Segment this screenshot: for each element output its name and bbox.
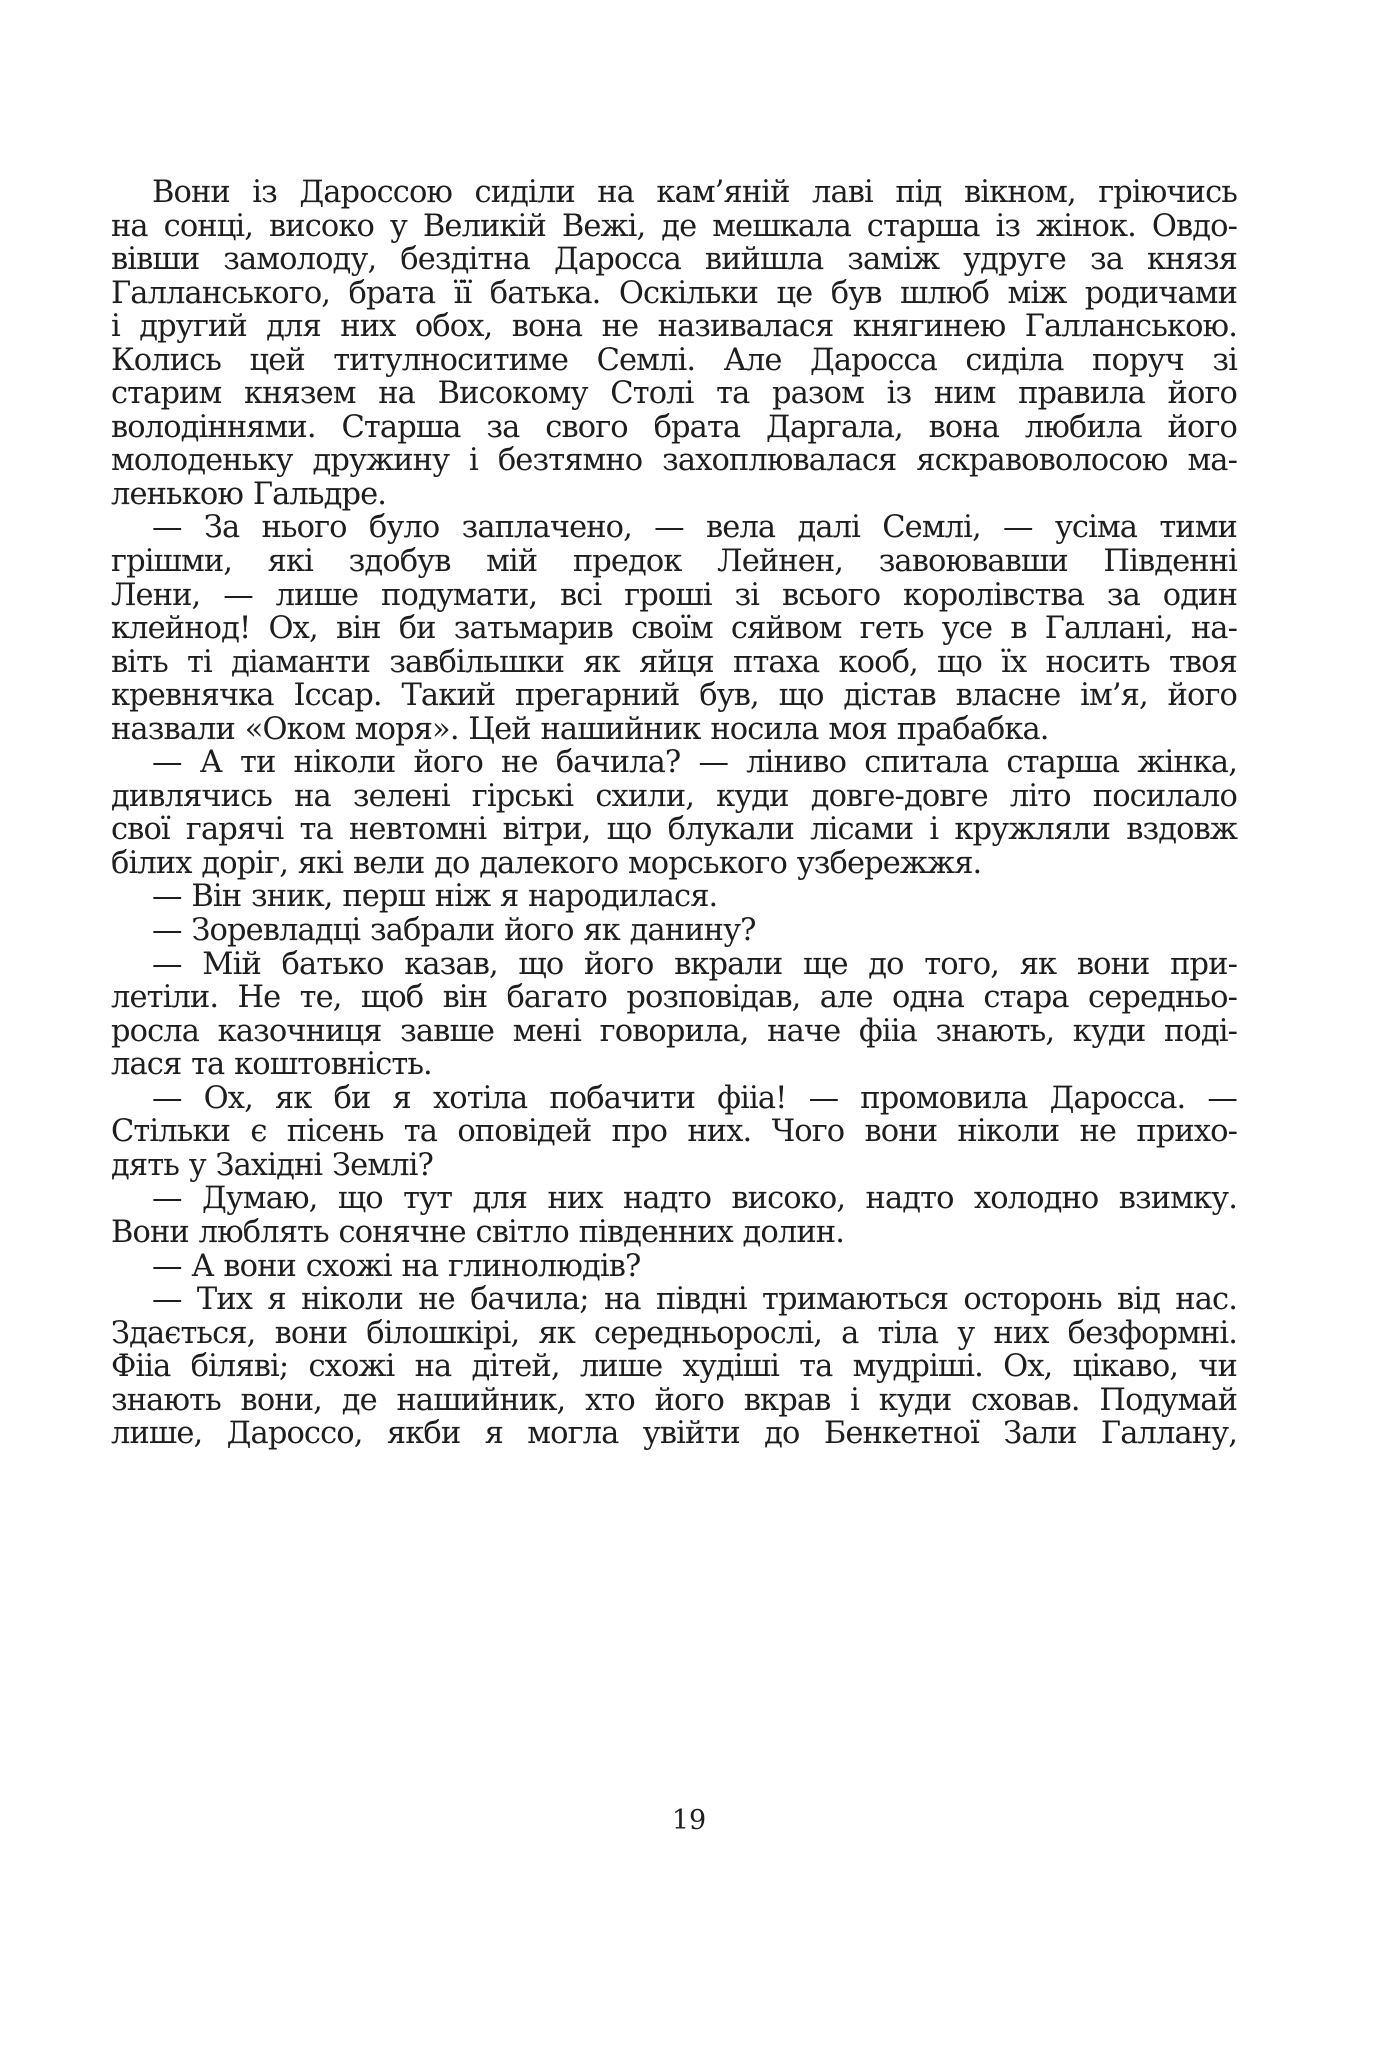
text-line: — За нього було заплачено, — вела далі Семлі, — усіма тими <box>152 510 1237 546</box>
paragraph <box>111 1283 1237 1451</box>
text-line: і другий для них обох, вона не називалася княгинею Галланською. <box>111 309 1237 345</box>
paragraph <box>111 746 1237 880</box>
paragraph <box>111 880 1237 914</box>
text-line: росла казочниця завше мені говорила, наче фііа знають, куди поді- <box>111 1013 1237 1049</box>
text-line: молоденьку дружину і безтямно захоплювалася яскравоволосою ма- <box>111 443 1237 479</box>
text-line: лише, Даросcо, якби я могла увійти до Бенкетної Зали Галлану, <box>111 1416 1237 1452</box>
text-line: Здається, вони білошкірі, як середньорослі, а тіла у них безформні. <box>111 1315 1237 1351</box>
paragraph <box>111 511 1237 746</box>
text-line: дять у Західні Землі? <box>111 1147 433 1183</box>
text-line: ленькою Гальдре. <box>111 476 387 512</box>
paragraph <box>111 176 1237 511</box>
text-line: — Мій батько казав, що його вкрали ще до того, як вони при- <box>152 946 1237 982</box>
text-line: кревнячка Іссар. Такий прегарний був, що дістав власне ім’я, його <box>111 678 1237 714</box>
text-line: білих доріг, які вели до далекого морського узбережжя. <box>111 845 982 881</box>
paragraph <box>111 948 1237 1082</box>
page-number: 19 <box>671 1805 707 1836</box>
text-line: Фііа біляві; схожі на дітей, лише худіші та мудріші. Ох, цікаво, чи <box>111 1349 1237 1385</box>
text-line: летіли. Не те, щоб він багато розповідав, але одна стара середньо- <box>111 980 1237 1016</box>
text-line: Галланського, брата її батька. Оскільки це був шлюб між родичами <box>111 275 1237 311</box>
paragraph <box>111 1082 1237 1183</box>
text-line: старим князем на Високому Столі та разом із ним правила його <box>111 376 1237 412</box>
paragraph <box>111 1182 1237 1249</box>
text-line: — Думаю, що тут для них надто високо, надто холодно взимку. <box>152 1181 1237 1217</box>
text-line: клейнод! Ох, він би затьмарив своїм сяйвом геть усе в Галлані, на- <box>111 611 1237 647</box>
text-line: — А вони схожі на глинолюдів? <box>152 1248 641 1284</box>
text-line: — А ти ніколи його не бачила? — ліниво спитала старша жінка, <box>152 745 1237 781</box>
text-line: Стільки є пісень та оповідей про них. Чого вони ніколи не прихо- <box>111 1114 1237 1150</box>
text-line: володіннями. Старша за свого брата Даргала, вона любила його <box>111 409 1237 445</box>
text-line: віть ті діаманти завбільшки як яйця птаха кооб, що їх носить твоя <box>111 644 1237 680</box>
text-line: вівши замолоду, бездітна Даросса вийшла заміж удруге за князя <box>111 242 1237 278</box>
text-line: лася та коштовність. <box>111 1047 432 1083</box>
text-line: знають вони, де нашийник, хто його вкрав і куди сховав. Подумай <box>111 1382 1237 1418</box>
text-line: Колись цей титулноситиме Семлі. Але Даросса сиділа поруч зі <box>111 342 1237 378</box>
page-body-text <box>111 176 1237 1451</box>
text-line: Вони із Даросcою сиділи на кам’яній лаві під вікном, гріючись <box>152 175 1237 210</box>
text-line: Вони люблять сонячне світло південних долин. <box>111 1214 845 1250</box>
text-line: свої гарячі та невтомні вітри, що блукали лісами і кружляли вздовж <box>111 812 1237 848</box>
text-line: — Зоревладці забрали його як данину? <box>152 913 756 949</box>
paragraph <box>111 1250 1237 1284</box>
text-line: — Він зник, перш ніж я народилася. <box>152 879 718 915</box>
text-line: на сонці, високо у Великій Вежі, де мешкала старша із жінок. Овдо- <box>111 208 1237 244</box>
text-line: — Тих я ніколи не бачила; на півдні тримаються осторонь від нас. <box>152 1282 1237 1318</box>
text-line: назвали «Оком моря». Цей нашийник носила моя прабабка. <box>111 711 1049 747</box>
text-line: грішми, які здобув мій предок Лейнен, завоювавши Південні <box>111 544 1237 580</box>
text-line: Лени, — лише подумати, всі гроші зі всього королівства за один <box>111 577 1237 613</box>
paragraph <box>111 914 1237 948</box>
text-line: — Ох, як би я хотіла побачити фііа! — промовила Даросса. — <box>152 1080 1237 1116</box>
text-line: дивлячись на зелені гірські схили, куди довге-довге літо посилало <box>111 778 1237 814</box>
